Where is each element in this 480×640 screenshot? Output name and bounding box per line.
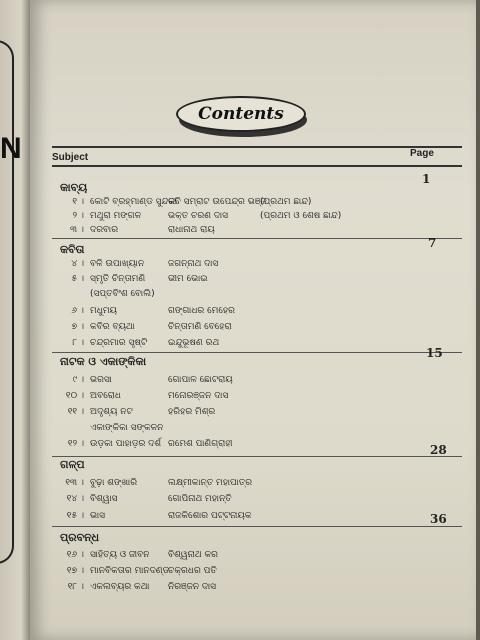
item-author: ଭକ୍ତ ଚରଣ ଦାସ — [168, 211, 229, 221]
item-author: ଗୋପାଳ ଛୋଟରାୟ — [168, 375, 233, 385]
item-number: ୧୨ । — [67, 439, 84, 449]
item-note: (ପ୍ରଥମ ଓ ଶେଷ ଛାନ୍ଦ) — [260, 211, 342, 221]
item-author: ଗଙ୍ଗାଧର ମେହେର — [168, 306, 235, 316]
item-title: ଏକଲବ୍ୟର କଥା — [90, 582, 150, 592]
item-author: ଜଗନ୍ନାଥ ଦାସ — [168, 259, 219, 269]
list-item — [30, 511, 476, 525]
list-item — [30, 225, 476, 239]
item-title: ସାହିତ୍ୟ ଓ ଜୀବନ — [90, 550, 150, 560]
list-item — [30, 550, 476, 564]
item-author: ଗୋପିନାଥ ମହାନ୍ତି — [168, 494, 232, 504]
item-title: ବଳି ଉପାଖ୍ୟାନ — [90, 259, 145, 269]
list-item — [30, 197, 476, 211]
item-title: ମଥୁରା ମଙ୍ଗଳ — [90, 211, 142, 221]
section-heading: କବିତା — [60, 243, 85, 256]
item-author: ଇନ୍ଦୁଭୂଷଣ ରଥ — [168, 338, 220, 348]
section-divider — [52, 352, 462, 353]
item-number: ୩ । — [70, 225, 84, 235]
previous-page-letter: N — [0, 132, 22, 165]
item-title: ସ୍ମୃତି ଚିନ୍ତାମଣି — [90, 274, 146, 284]
item-title: ବୁଢ଼ା ଶଙ୍ଖାରି — [90, 478, 138, 488]
section-page-number: 28 — [430, 443, 447, 457]
item-number: ୧୬ । — [66, 550, 84, 560]
list-item — [30, 439, 476, 453]
list-item — [30, 259, 476, 273]
item-author: ଭୀମ ଭୋଇ — [168, 274, 208, 284]
contents-page — [30, 0, 476, 640]
item-title: କବିର ବ୍ୟଥା — [90, 322, 135, 332]
section-divider — [52, 238, 462, 239]
previous-page-edge — [0, 0, 30, 640]
section-page-number: 15 — [426, 346, 443, 360]
item-title: ଦରବାର — [90, 225, 119, 235]
item-title: ମଧୁମୟ — [90, 306, 117, 316]
item-number: ୬ । — [71, 306, 84, 316]
item-title: ଚନ୍ଦ୍ରମାର ସୃଷ୍ଟି — [90, 338, 148, 348]
list-item — [30, 423, 476, 437]
item-number: ୧ । — [72, 197, 84, 207]
section-divider — [52, 456, 462, 457]
list-item — [30, 375, 476, 389]
item-author: ରାଜକିଶୋର ପଟ୍ଟନାୟକ — [168, 511, 252, 521]
page-title: Contents — [176, 96, 306, 132]
item-title: ଉଡ଼କା ପାହାଡ଼ର ଦର୍ଶ — [90, 439, 162, 449]
item-title: ଅବରୋଧ — [90, 391, 121, 401]
header-rule-top — [52, 146, 462, 148]
item-number: ୧୧ । — [67, 407, 84, 417]
section-page-number: 36 — [430, 512, 447, 526]
item-title: ଭରସା — [90, 375, 112, 385]
list-item — [30, 322, 476, 336]
list-item — [30, 582, 476, 596]
list-item — [30, 391, 476, 405]
item-author: ହରିହର ମିଶ୍ର — [168, 407, 216, 417]
item-title: ବିଶ୍ୱାସ — [90, 494, 118, 504]
section-heading: ଗଳ୍ପ — [60, 458, 85, 471]
list-item — [30, 289, 476, 303]
item-number: ୧୦ । — [65, 391, 84, 401]
list-item — [30, 211, 476, 225]
header-rule-bottom — [52, 165, 462, 167]
item-number: ୫ । — [71, 274, 84, 284]
item-author: ଚିନ୍ତାମଣି ବେହେରା — [168, 322, 232, 332]
item-author: ଚକ୍ରଧର ପତି — [168, 566, 217, 576]
item-author: ରାଧାନାଥ ରାୟ — [168, 225, 215, 235]
section-page-number: 7 — [428, 236, 437, 250]
list-item — [30, 274, 476, 288]
section-heading: ନାଟକ ଓ ଏକାଙ୍କିକା — [60, 355, 147, 368]
item-author: ଲକ୍ଷ୍ମୀକାନ୍ତ ମହାପାତ୍ର — [168, 478, 253, 488]
list-item — [30, 338, 476, 352]
item-number: ୭ । — [71, 322, 84, 332]
item-title: କୋଟି ବ୍ରହ୍ମାଣ୍ଡ ସୁନ୍ଦରୀ — [90, 197, 178, 207]
item-number: ୪ । — [71, 259, 84, 269]
section-divider — [52, 526, 462, 527]
list-item — [30, 566, 476, 580]
item-title: ଅଦୃଶ୍ୟ ନଟ — [90, 407, 133, 417]
page-column-header: Page — [410, 148, 434, 159]
section-page-number: 1 — [422, 172, 431, 186]
item-number: ୧୪ । — [66, 494, 84, 504]
item-author: କବି ସମ୍ରାଟ ଉପେନ୍ଦ୍ର ଭଞ୍ଜ — [168, 197, 267, 207]
subject-column-header: Subject — [52, 152, 89, 163]
item-number: ୯ । — [72, 375, 84, 385]
item-author: ରମେଶ ପାଣିଗ୍ରାହୀ — [168, 439, 233, 449]
item-number: ୨ । — [72, 211, 84, 221]
item-number: ୮ । — [72, 338, 84, 348]
item-title: ମାନବିକତାର ମାନଦଣ୍ଡ — [90, 566, 170, 576]
list-item — [30, 494, 476, 508]
section-heading: କାବ୍ୟ — [60, 181, 88, 194]
list-item — [30, 306, 476, 320]
item-author: ମନୋରଞ୍ଜନ ଦାସ — [168, 391, 229, 401]
item-title: (ସପ୍ତବିଂଶ ବୋଲି) — [90, 289, 155, 299]
list-item — [30, 478, 476, 492]
item-title: ଭାସ — [90, 511, 106, 521]
item-number: ୧୫ । — [66, 511, 84, 521]
list-item — [30, 407, 476, 421]
section-heading: ପ୍ରବନ୍ଧ — [60, 531, 100, 544]
item-number: ୧୭ । — [66, 566, 84, 576]
item-note: (ପ୍ରଥମ ଛାନ୍ଦ) — [260, 197, 312, 207]
item-number: ୧୩ । — [65, 478, 84, 488]
item-author: ବିଶ୍ୱନାଥ କର — [168, 550, 218, 560]
item-number: ୧୮ । — [67, 582, 84, 592]
item-title: ଏକାଙ୍କିକା ସଙ୍କଳନ — [90, 423, 164, 433]
item-author: ନିରଞ୍ଜନ ଦାସ — [168, 582, 217, 592]
previous-page-border — [0, 40, 14, 564]
